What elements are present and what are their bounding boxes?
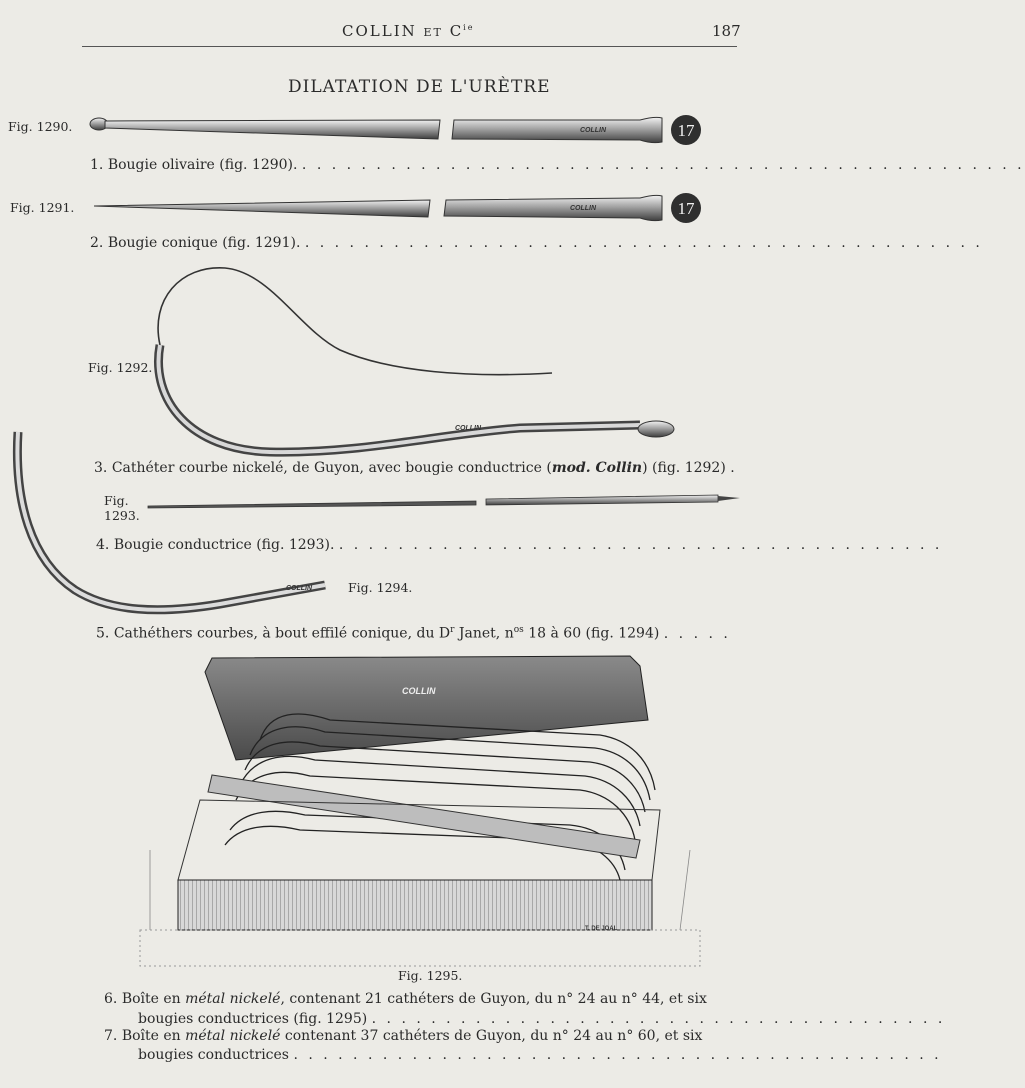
bougie-conductrice-illustration <box>148 495 740 508</box>
list-item-continuation: bougies conductrices (fig. 1295) . . . . . . . . . . . . . . . . . . . . . . . . . . . . . . . . . . . . . . . <box>138 1011 946 1027</box>
item-number: 2. <box>90 235 104 251</box>
fig-1295-label: Fig. 1295. <box>398 968 463 983</box>
box-collin-engraving: COLLIN <box>402 686 436 696</box>
fig-1293-label-a: Fig. <box>104 493 129 508</box>
collin-engraving-1: COLLIN <box>580 127 607 134</box>
list-item <box>90 235 983 251</box>
item-number: 1. <box>90 157 104 173</box>
company-cie: $C^{ie}$ <box>449 22 475 40</box>
leader-dots: . . . . . . . . . . . . . . . . . . . . . . . . . . . . . . . . . . . . . . . . . . . . . . . . . <box>301 157 1025 173</box>
item-text: Bougie olivaire (fig. 1290). <box>107 157 298 173</box>
item-number: 4. <box>96 537 110 553</box>
list-item-continuation: bougies conductrices . . . . . . . . . . . . . . . . . . . . . . . . . . . . . . . . . . . . . . . . . . . . <box>138 1047 942 1063</box>
leader-dots: . . . . . . . . . . . . . . . . . . . . . . . . . . . . . . . . . . . . . . . . . <box>338 537 943 553</box>
list-item: 3. Cathéter courbe nickelé, de Guyon, avec bougie conductrice (mod. Collin) (fig. 1292) . <box>94 460 735 476</box>
badge-1-text: 17 <box>677 121 695 140</box>
leader-dots: . <box>730 460 735 476</box>
collin-engraving-3: COLLIN <box>455 425 482 432</box>
leader-dots: . . . . . <box>663 625 731 642</box>
fig-1293-label-b: 1293. <box>104 508 140 523</box>
fig-1290-label: Fig. 1290. <box>8 119 73 134</box>
item-text: Bougie conique (fig. 1291). <box>107 235 301 251</box>
item-number: 6. <box>104 991 118 1007</box>
list-item: 7. Boîte en métal nickelé contenant 37 cathéters de Guyon, du n° 24 au n° 60, et six <box>104 1028 703 1044</box>
leader-dots: . . . . . . . . . . . . . . . . . . . . . . . . . . . . . . . . . . . . . . . <box>371 1011 946 1027</box>
catheter-guyon-illustration <box>158 268 674 452</box>
list-item <box>96 537 942 553</box>
collin-engraving-4: COLLIN <box>286 585 313 592</box>
catheter-janet-illustration <box>17 432 325 610</box>
section-title: DILATATION DE L'URÈTRE <box>288 77 551 97</box>
page-number: 187 <box>712 22 741 40</box>
fig-1292-label: Fig. 1292. <box>88 360 153 375</box>
item-number: 5. <box>96 625 110 642</box>
catheter-box-illustration <box>140 656 700 966</box>
leader-dots: . . . . . . . . . . . . . . . . . . . . . . . . . . . . . . . . . . . . . . . . . . . . <box>293 1047 942 1063</box>
collin-engraving-2: COLLIN <box>570 205 597 212</box>
company-name: COLLIN <box>342 22 417 40</box>
item-number: 3. <box>94 460 108 476</box>
list-item: 5. Cathéthers courbes, à bout effilé conique, du $D^r$ Janet, $n^{os}$ 18 à 60 (fig. 1294) . . . . . <box>96 625 731 642</box>
badge-2-text: 17 <box>677 199 695 218</box>
leader-dots: . . . . . . . . . . . . . . . . . . . . . . . . . . . . . . . . . . . . . . . . . . . . . . <box>304 235 983 251</box>
artist-signature: T. DE JOAL <box>585 926 618 932</box>
fig-1294-label: Fig. 1294. <box>348 580 413 595</box>
list-item: 6. Boîte en métal nickelé, contenant 21 cathéters de Guyon, du n° 24 au n° 44, et six <box>104 991 707 1007</box>
fig-1291-label: Fig. 1291. <box>10 200 75 215</box>
item-number: 7. <box>104 1028 118 1044</box>
bougie-conique-illustration <box>94 195 662 220</box>
bougie-olivaire-illustration <box>90 117 662 142</box>
list-item <box>90 157 1025 173</box>
item-text: Bougie conductrice (fig. 1293). <box>113 537 335 553</box>
company-et: ET <box>423 26 443 39</box>
